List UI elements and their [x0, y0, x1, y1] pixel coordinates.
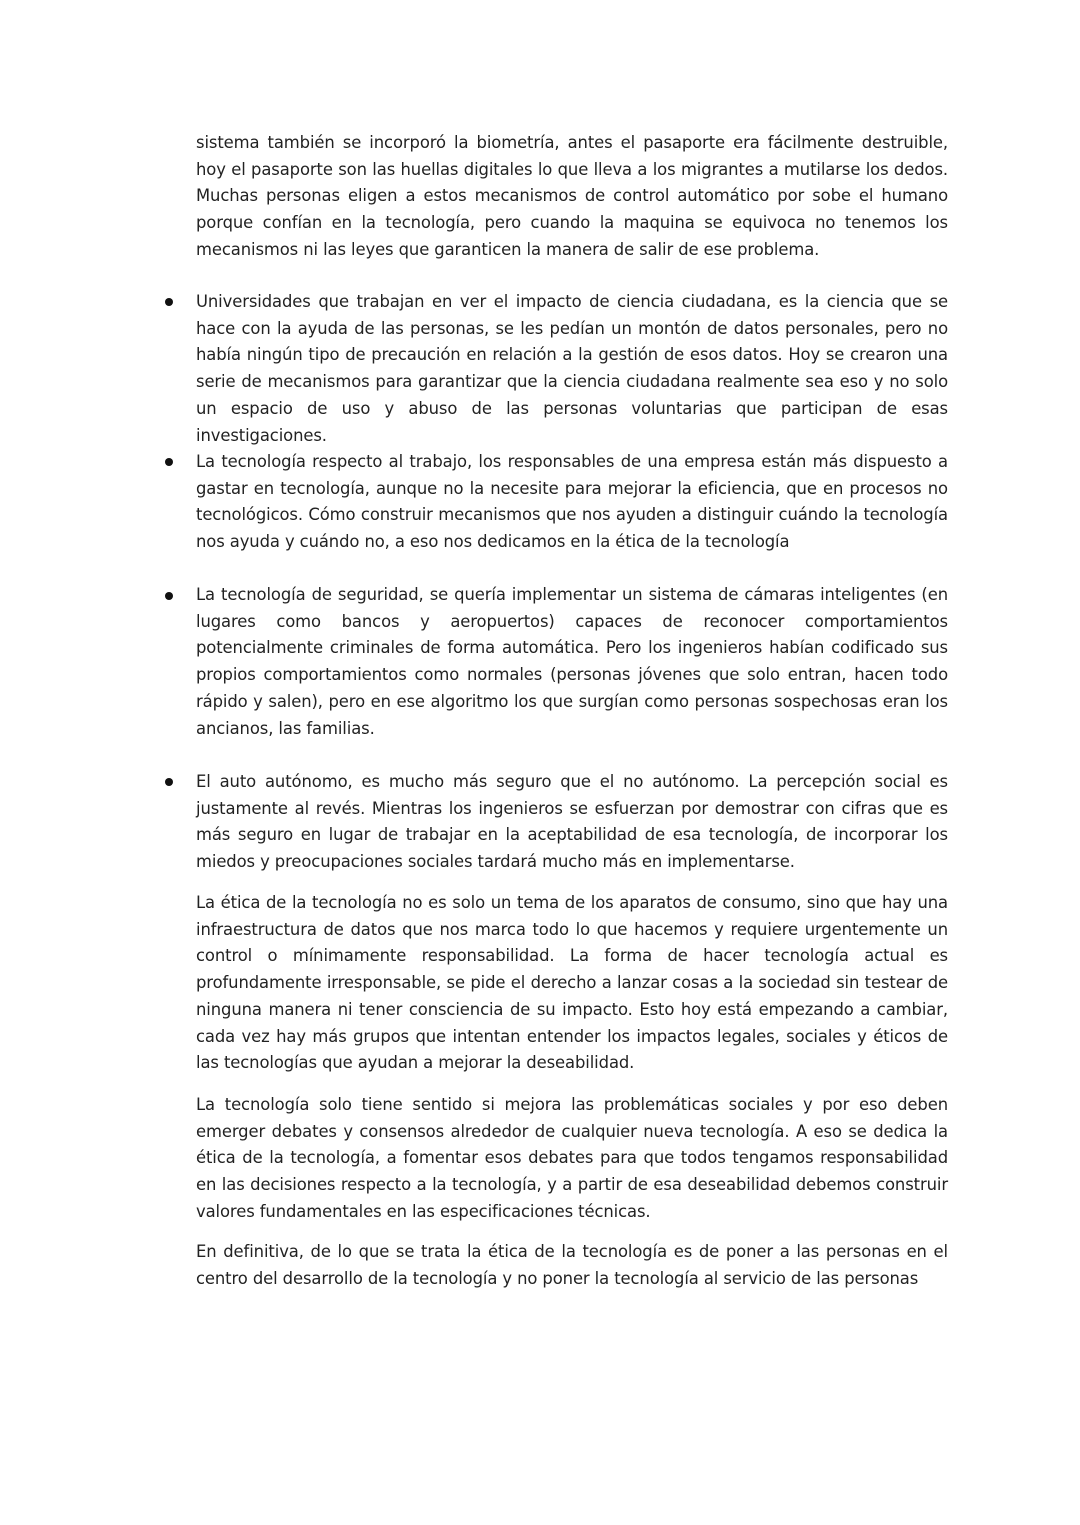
bullet-item-citizen-science — [196, 289, 948, 449]
bullet-marker — [165, 778, 173, 786]
bullet-marker — [165, 298, 173, 306]
intro-paragraph — [196, 130, 948, 264]
bullet-marker — [165, 592, 173, 600]
bullet-marker — [165, 458, 173, 466]
closing-paragraph-debates — [196, 1092, 948, 1226]
paragraph-text: sistema también se incorporó la biometría, antes el pasaporte era fácilmente destruible, hoy el pasaporte son las huellas digitales lo que lleva a los migrantes a mutilarse los dedos. Muchas personas eligen a estos mecanismos de control automático por sobe el humano porque confían en la tecnología, pero cuando la maquina se equivoca no tenemos los mecanismos ni las leyes que garanticen la manera de salir de ese problema. — [196, 133, 948, 259]
bullet-text: El auto autónomo, es mucho más seguro que el no autónomo. La percepción social es justamente al revés. Mientras los ingenieros se esfuerzan por demostrar con cifras que es más seguro en lugar de trabajar en la aceptabilidad de esa tecnología, de incorporar los miedos y preocupaciones sociales tardará mucho más en implementarse. — [196, 772, 948, 872]
bullet-text: Universidades que trabajan en ver el impacto de ciencia ciudadana, es la ciencia que se hace con la ayuda de las personas, se les pedían un montón de datos personales, pero no había ningún tipo de precaución en relación a la gestión de esos datos. Hoy se crearon una serie de mecanismos para garantizar que la ciencia ciudadana realmente sea eso y no solo un espacio de uso y abuso de las personas voluntarias que participan de esas investigaciones. — [196, 292, 948, 445]
paragraph-text: La tecnología solo tiene sentido si mejora las problemáticas sociales y por eso deben emerger debates y consensos alrededor de cualquier nueva tecnología. A eso se dedica la ética de la tecnología, a fomentar esos debates para que todos tengamos responsabilidad en las decisiones respecto a la tecnología, y a partir de esa deseabilidad debemos construir valores fundamentales en las especificaciones técnicas. — [196, 1095, 948, 1221]
bullet-text: La tecnología respecto al trabajo, los responsables de una empresa están más dispuesto a gastar en tecnología, aunque no la necesite para mejorar la eficiencia, que en procesos no tecnológicos. Cómo construir mecanismos que nos ayuden a distinguir cuándo la tecnología nos ayuda y cuándo no, a eso nos dedicamos en la ética de la tecnología — [196, 452, 948, 552]
bullet-item-autonomous-car — [196, 769, 948, 876]
bullet-item-work-technology — [196, 449, 948, 556]
closing-paragraph-conclusion — [196, 1239, 948, 1292]
paragraph-text: En definitiva, de lo que se trata la ética de la tecnología es de poner a las personas en el centro del desarrollo de la tecnología y no poner la tecnología al servicio de las personas — [196, 1242, 948, 1288]
bullet-text: La tecnología de seguridad, se quería implementar un sistema de cámaras inteligentes (en lugares como bancos y aeropuertos) capaces de reconocer comportamientos potencialmente criminales de forma automática. Pero los ingenieros habían codificado sus propios comportamientos como normales (personas jóvenes que solo entran, hacen todo rápido y salen), pero en ese algoritmo los que surgían como personas sospechosas eran los ancianos, las familias. — [196, 585, 948, 738]
bullet-item-security-technology — [196, 582, 948, 742]
paragraph-text: La ética de la tecnología no es solo un tema de los aparatos de consumo, sino que hay una infraestructura de datos que nos marca todo lo que hacemos y requiere urgentemente un control o mínimamente responsabilidad. La forma de hacer tecnología actual es profundamente irresponsable, se pide el derecho a lanzar cosas a la sociedad sin testear de ninguna manera ni tener consciencia de su impacto. Esto hoy está empezando a cambiar, cada vez hay más grupos que intentan entender los impactos legales, sociales y éticos de las tecnologías que ayudan a mejorar la deseabilidad. — [196, 893, 948, 1073]
closing-paragraph-infrastructure — [196, 890, 948, 1077]
